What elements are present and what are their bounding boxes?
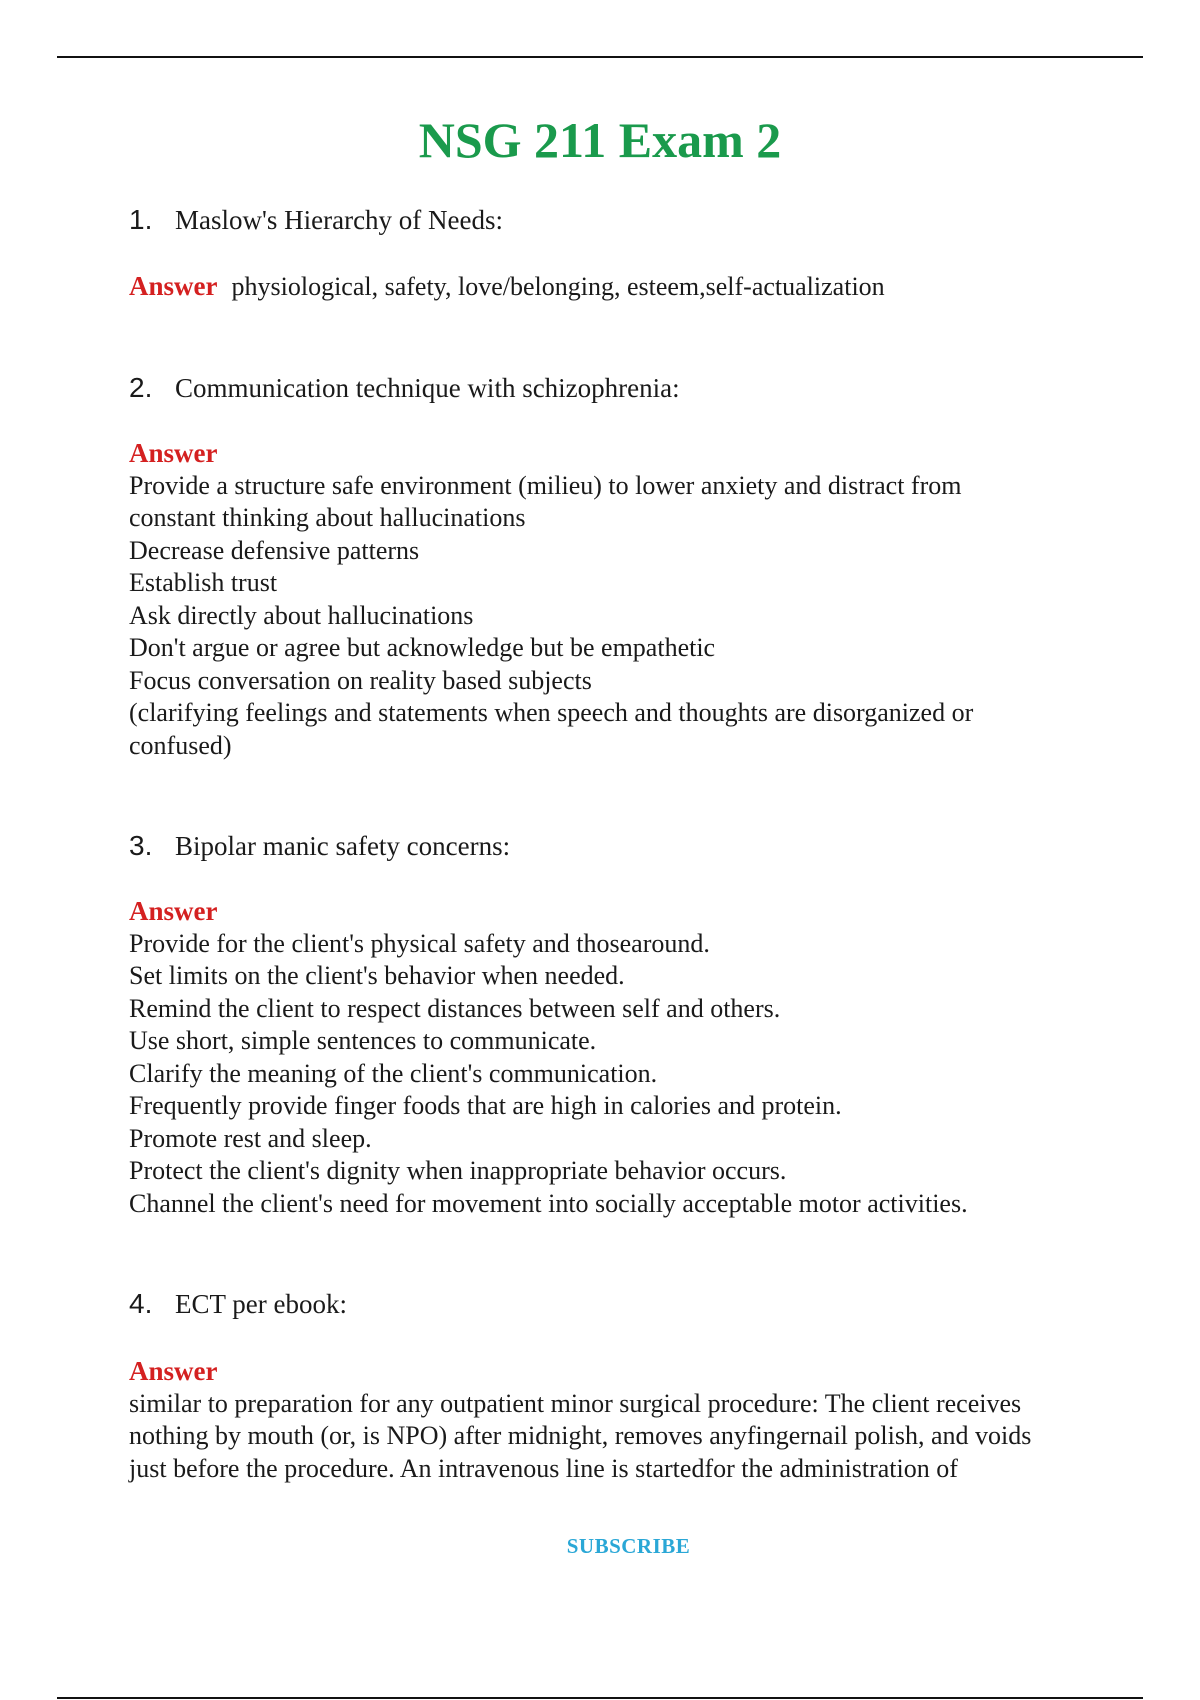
answer-1 bbox=[129, 270, 1109, 304]
question-4 bbox=[129, 1288, 347, 1320]
answer-label: Answer bbox=[129, 438, 218, 468]
answer-line: Use short, simple sentences to communicate. bbox=[129, 1026, 597, 1055]
answer-2 bbox=[129, 437, 1109, 762]
answer-line: Promote rest and sleep. bbox=[129, 1123, 372, 1153]
question-number: 3. bbox=[129, 830, 153, 861]
question-2 bbox=[129, 372, 680, 404]
answer-line: Provide a structure safe environment (milieu) to lower anxiety and distract from bbox=[129, 470, 962, 500]
answer-line: Protect the client's dignity when inappropriate behavior occurs. bbox=[129, 1156, 787, 1185]
answer-line: Focus conversation on reality based subjects bbox=[129, 665, 592, 695]
page-title: NSG 211 Exam 2 bbox=[418, 112, 782, 168]
answer-line: Establish trust bbox=[129, 568, 278, 597]
question-1 bbox=[129, 204, 503, 236]
question-number: 4. bbox=[129, 1288, 153, 1319]
question-number: 1. bbox=[129, 204, 153, 235]
answer-label: Answer bbox=[129, 271, 218, 301]
question-prompt: Communication technique with schizophrenia: bbox=[175, 373, 680, 403]
question-3 bbox=[129, 830, 510, 862]
answer-line: just before the procedure. An intravenous line is startedfor the administration of bbox=[129, 1453, 958, 1483]
answer-3 bbox=[129, 895, 1109, 1220]
answer-line: Channel the client's need for movement into socially acceptable motor activities. bbox=[129, 1188, 968, 1218]
answer-text: physiological, safety, love/belonging, esteem,self-actualization bbox=[231, 272, 885, 301]
answer-line: Frequently provide finger foods that are high in calories and protein. bbox=[129, 1091, 842, 1120]
answer-line: confused) bbox=[129, 730, 232, 760]
answer-line: nothing by mouth (or, is NPO) after midnight, removes anyfingernail polish, and voids bbox=[129, 1421, 1032, 1450]
answer-line: Provide for the client's physical safety and thosearound. bbox=[129, 928, 710, 958]
question-number: 2. bbox=[129, 372, 153, 403]
question-prompt: ECT per ebook: bbox=[175, 1289, 347, 1319]
answer-line: Ask directly about hallucinations bbox=[129, 600, 474, 630]
question-prompt: Bipolar manic safety concerns: bbox=[175, 831, 511, 861]
answer-line: Don't argue or agree but acknowledge but be empathetic bbox=[129, 633, 716, 662]
subscribe-link[interactable]: SUBSCRIBE bbox=[566, 1534, 691, 1558]
answer-line: (clarifying feelings and statements when speech and thoughts are disorganized or bbox=[129, 698, 974, 727]
answer-line: Clarify the meaning of the client's communication. bbox=[129, 1058, 658, 1088]
answer-line: constant thinking about hallucinations bbox=[129, 503, 526, 532]
question-prompt: Maslow's Hierarchy of Needs: bbox=[175, 205, 504, 235]
bottom-rule bbox=[57, 1697, 1143, 1699]
answer-line: Set limits on the client's behavior when needed. bbox=[129, 961, 625, 990]
answer-line: Remind the client to respect distances between self and others. bbox=[129, 993, 781, 1023]
answer-line: similar to preparation for any outpatient minor surgical procedure: The client receives bbox=[129, 1388, 1022, 1418]
answer-line: Decrease defensive patterns bbox=[129, 535, 420, 565]
answer-label: Answer bbox=[129, 896, 218, 926]
answer-label: Answer bbox=[129, 1356, 218, 1386]
answer-4 bbox=[129, 1355, 1109, 1485]
top-rule bbox=[57, 56, 1143, 58]
